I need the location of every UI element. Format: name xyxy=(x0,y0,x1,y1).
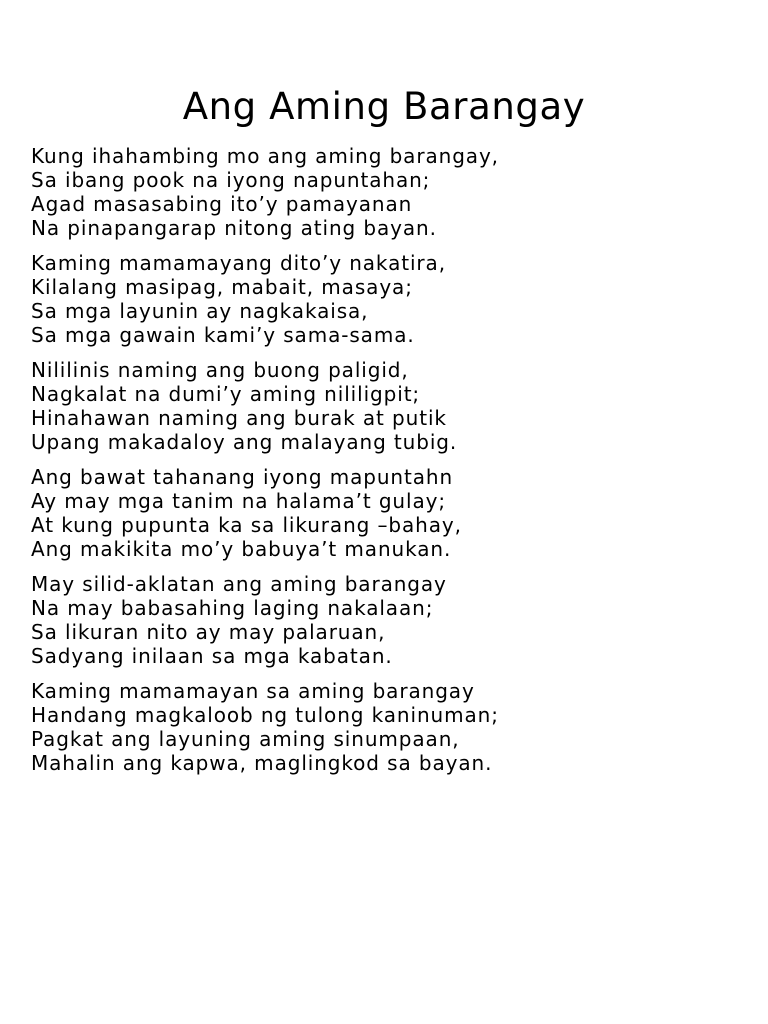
poem-line: Na pinapangarap nitong ating bayan. xyxy=(31,216,437,240)
poem-line: Ay may mga tanim na halama’t gulay; xyxy=(31,489,446,513)
poem-line: Sa mga layunin ay nagkakaisa, xyxy=(31,299,369,323)
stanza-3 xyxy=(31,358,751,454)
poem-title: Ang Aming Barangay xyxy=(182,85,586,128)
stanza-6 xyxy=(31,679,751,775)
poem-body xyxy=(31,144,751,786)
stanza-2 xyxy=(31,251,751,347)
poem-line: Na may babasahing laging nakalaan; xyxy=(31,596,434,620)
stanza-4 xyxy=(31,465,751,561)
stanza-5 xyxy=(31,572,751,668)
poem-line: Sadyang inilaan sa mga kabatan. xyxy=(31,644,393,668)
poem-line: Kilalang masipag, mabait, masaya; xyxy=(31,275,413,299)
poem-line: May silid-aklatan ang aming barangay xyxy=(31,572,447,596)
poem-line: Sa likuran nito ay may palaruan, xyxy=(31,620,386,644)
poem-line: Ang bawat tahanang iyong mapuntahn xyxy=(31,465,454,489)
poem-line: Kaming mamamayang dito’y nakatira, xyxy=(31,251,446,275)
poem-line: Mahalin ang kapwa, maglingkod sa bayan. xyxy=(31,751,493,775)
stanza-1 xyxy=(31,144,751,240)
poem-line: Sa ibang pook na iyong napuntahan; xyxy=(31,168,431,192)
poem-line: At kung pupunta ka sa likurang –bahay, xyxy=(31,513,462,537)
poem-line: Handang magkaloob ng tulong kaninuman; xyxy=(31,703,499,727)
poem-line: Nagkalat na dumi’y aming nililigpit; xyxy=(31,382,421,406)
poem-line: Nililinis naming ang buong paligid, xyxy=(31,358,409,382)
poem-line: Pagkat ang layuning aming sinumpaan, xyxy=(31,727,460,751)
poem-line: Kaming mamamayan sa aming barangay xyxy=(31,679,475,703)
poem-line: Ang makikita mo’y babuya’t manukan. xyxy=(31,537,452,561)
poem-line: Hinahawan naming ang burak at putik xyxy=(31,406,447,430)
poem-line: Sa mga gawain kami’y sama-sama. xyxy=(31,323,415,347)
poem-line: Upang makadaloy ang malayang tubig. xyxy=(31,430,458,454)
poem-line: Kung ihahambing mo ang aming barangay, xyxy=(31,144,499,168)
poem-line: Agad masasabing ito’y pamayanan xyxy=(31,192,413,216)
